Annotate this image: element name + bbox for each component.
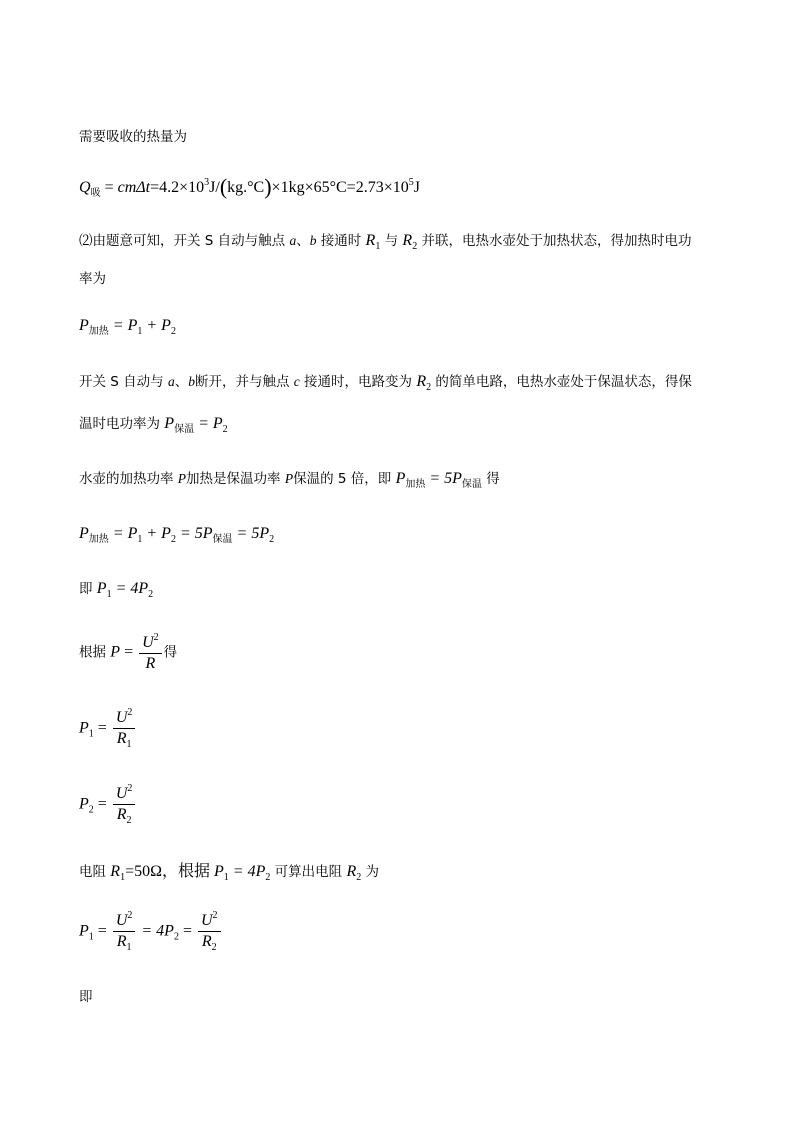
text-power-is: 率为 (79, 271, 106, 287)
equation-power-relation: $P_{加热} = P_1 + P_2 = 5P_{保温} = 5P_2$ (79, 525, 275, 545)
fraction-u2-over-r: $\frac{U^2}{R}$ (139, 632, 162, 673)
equation-p1-equals-4p2: 即 $P_1 = 4P_2$ (79, 580, 154, 600)
text-heat-absorbed-intro: 需要吸收的热量为 (79, 129, 187, 145)
text-parallel-heating: ⑵由题意可知，开关 S 自动与触点 a、b 接通时 $R_1$ 与 $R_2$ 并联，电热水壶处于加热状态，得加热时电功 (79, 232, 692, 252)
text-keep-warm-power: 温时电功率为 $P_{保温} = P_2$ (79, 415, 228, 435)
fraction-u2-over-r2: $\frac{U^2}{R_2}$ (113, 783, 136, 826)
text-therefore: 即 (79, 989, 93, 1005)
text-five-times: 水壶的加热功率 P加热是保温功率 P保温的 5 倍，即 $P_{加热} = 5P_{保温}$ 得 (79, 470, 500, 490)
equation-combined: $P_1$ = $\frac{U^2}{R_1}$ = $4P_2$ = $\frac{U^2}{R_2}$ (79, 910, 223, 953)
equation-heating-power: $P_{加热} = P_1 + P_2$ (79, 317, 176, 337)
fraction-u2-over-r2: $\frac{U^2}{R_2}$ (198, 910, 221, 953)
equation-power-formula: 根据 P = $\frac{U^2}{R}$ 得 (79, 632, 178, 672)
fraction-u2-over-r1: $\frac{U^2}{R_1}$ (113, 707, 136, 750)
fraction-u2-over-r1: $\frac{U^2}{R_1}$ (113, 910, 136, 953)
equation-p1-formula: $P_1$ = $\frac{U^2}{R_1}$ (79, 707, 137, 750)
equation-heat-absorbed: $Q_吸 = cm\Delta t=4.2\times 10^3J/(kg.^\circ C)\times 1kg\times 65^\circ C=2.73\times 10^5J$ (79, 174, 420, 199)
text-resistance-r1: 电阻 $R_1=50\Omega$，根据 $P_1 = 4P_2$ 可算出电阻 $R_2$ 为 (79, 863, 380, 883)
text-switch-keep-warm: 开关 S 自动与 a、b断开，并与触点 c 接通时，电路变为 $R_2$ 的简单电路，电热水壶处于保温状态，得保 (79, 373, 692, 393)
equation-p2-formula: $P_2$ = $\frac{U^2}{R_2}$ (79, 783, 137, 826)
